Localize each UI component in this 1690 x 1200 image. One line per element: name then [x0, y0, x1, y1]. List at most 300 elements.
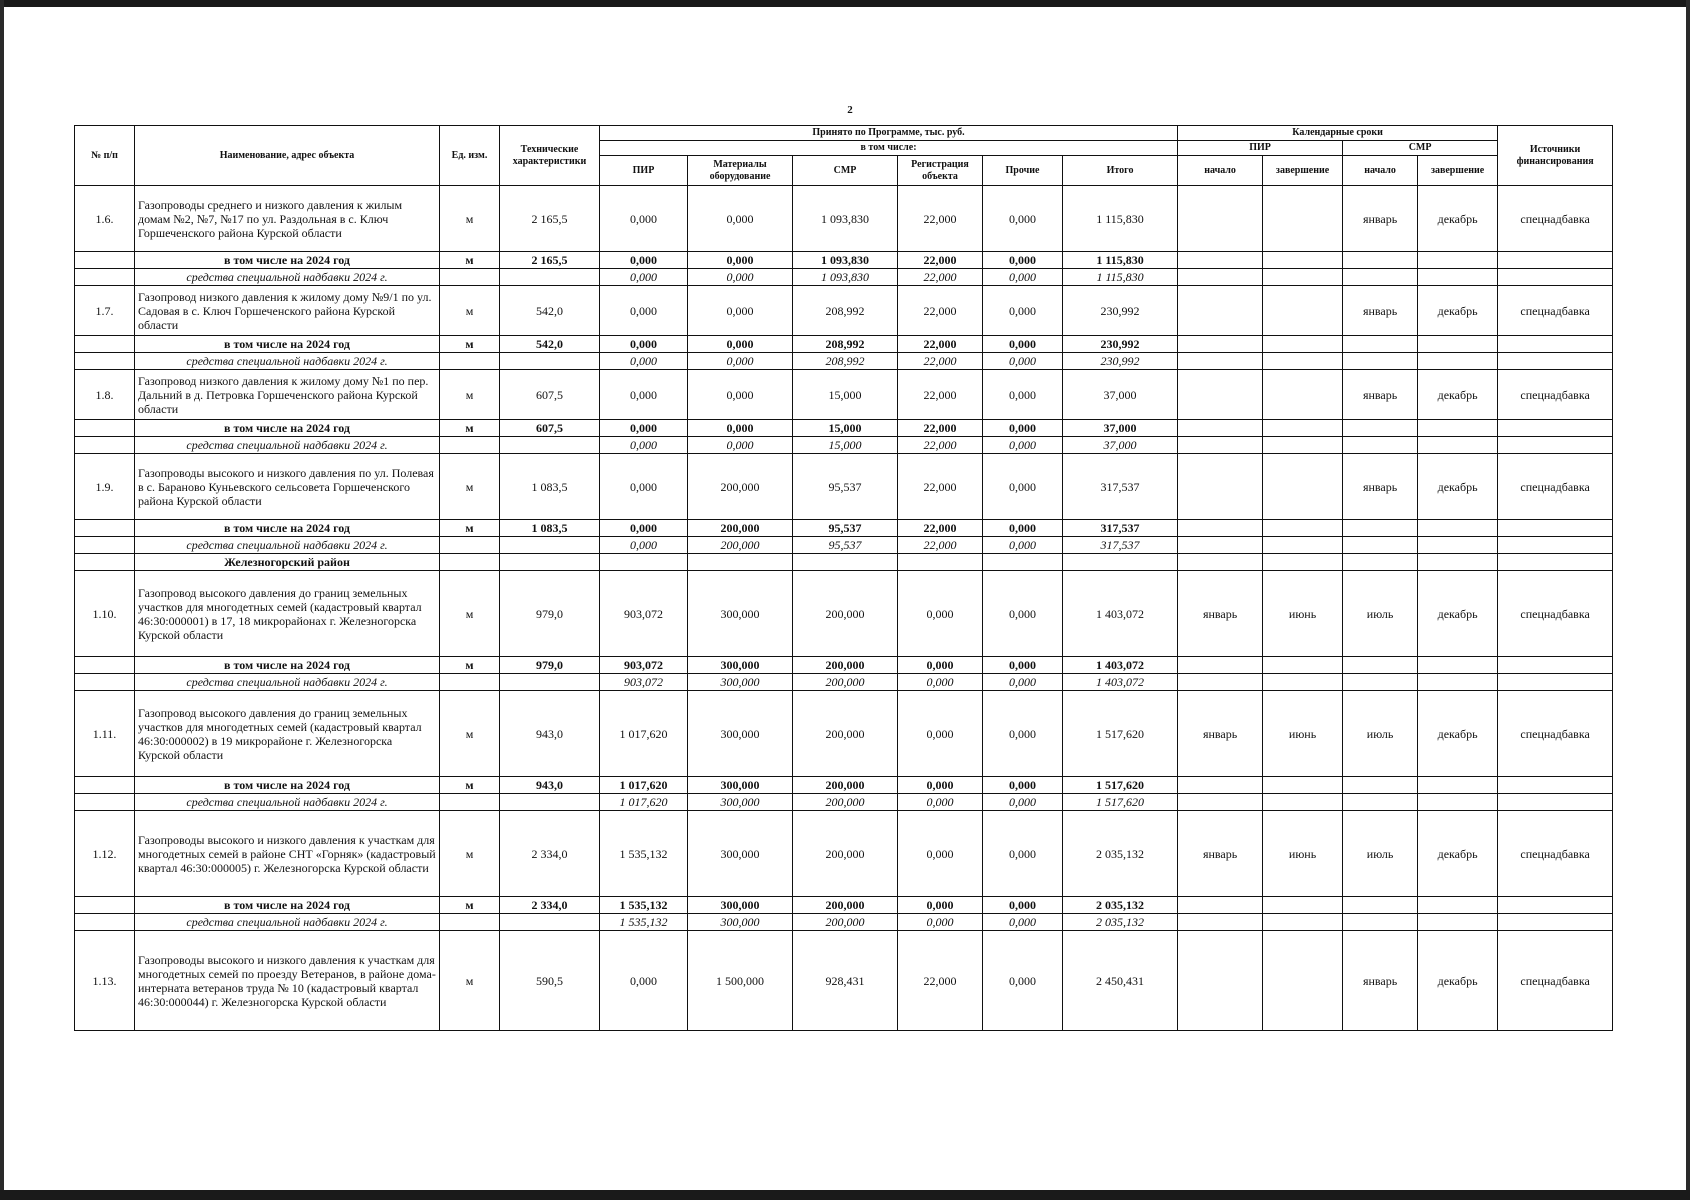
empty-cell	[1418, 537, 1498, 554]
other-cell: 0,000	[983, 269, 1063, 286]
smr-cell: 95,537	[793, 520, 898, 537]
empty-cell	[1498, 794, 1613, 811]
unit-cell	[440, 537, 500, 554]
unit-cell: м	[440, 186, 500, 252]
total-cell: 37,000	[1063, 420, 1178, 437]
tech-cell	[500, 914, 600, 931]
tech-cell: 542,0	[500, 336, 600, 353]
table-row	[75, 269, 1613, 286]
header-cal-smr: СМР	[1343, 141, 1498, 156]
unit-cell: м	[440, 691, 500, 777]
empty-cell	[1263, 353, 1343, 370]
other-cell: 0,000	[983, 420, 1063, 437]
unit-cell: м	[440, 252, 500, 269]
empty-cell	[1063, 554, 1178, 571]
other-cell: 0,000	[983, 794, 1063, 811]
row-number	[75, 437, 135, 454]
smr-cell: 200,000	[793, 897, 898, 914]
materials-cell: 0,000	[688, 286, 793, 336]
tech-cell: 2 165,5	[500, 252, 600, 269]
scan-border-right	[1686, 0, 1690, 1200]
smr-start-cell: январь	[1343, 454, 1418, 520]
registration-cell: 22,000	[898, 437, 983, 454]
funding-label: средства специальной надбавки 2024 г.	[135, 674, 440, 691]
object-name: Газопровод высокого давления до границ земельных участков для многодетных семей (кадастровый квартал 46:30:000002) в 19 микрорайоне г. Железногорска Курской области	[135, 691, 440, 777]
smr-end-cell: декабрь	[1418, 370, 1498, 420]
materials-cell: 300,000	[688, 777, 793, 794]
smr-cell: 200,000	[793, 691, 898, 777]
registration-cell: 0,000	[898, 571, 983, 657]
empty-cell	[440, 554, 500, 571]
smr-end-cell: декабрь	[1418, 186, 1498, 252]
pir-cell: 1 017,620	[600, 691, 688, 777]
total-cell: 1 403,072	[1063, 674, 1178, 691]
empty-cell	[1498, 520, 1613, 537]
header-sources: Источники финансирования	[1498, 126, 1613, 186]
header-name: Наименование, адрес объекта	[135, 126, 440, 186]
unit-cell: м	[440, 657, 500, 674]
registration-cell: 0,000	[898, 914, 983, 931]
empty-cell	[1418, 657, 1498, 674]
smr-cell: 95,537	[793, 454, 898, 520]
total-cell: 317,537	[1063, 520, 1178, 537]
other-cell: 0,000	[983, 520, 1063, 537]
empty-cell	[1263, 794, 1343, 811]
empty-cell	[1343, 437, 1418, 454]
empty-cell	[1498, 897, 1613, 914]
total-cell: 2 450,431	[1063, 931, 1178, 1031]
unit-cell	[440, 914, 500, 931]
smr-cell: 200,000	[793, 914, 898, 931]
empty-cell	[1178, 437, 1263, 454]
materials-cell: 200,000	[688, 454, 793, 520]
subtotal-label: в том числе на 2024 год	[135, 252, 440, 269]
pir-cell: 0,000	[600, 353, 688, 370]
empty-cell	[1498, 353, 1613, 370]
materials-cell: 200,000	[688, 537, 793, 554]
empty-cell	[1178, 336, 1263, 353]
tech-cell: 979,0	[500, 657, 600, 674]
empty-cell	[1498, 554, 1613, 571]
registration-cell: 22,000	[898, 252, 983, 269]
tech-cell	[500, 674, 600, 691]
row-number	[75, 336, 135, 353]
empty-cell	[983, 554, 1063, 571]
smr-cell: 200,000	[793, 794, 898, 811]
empty-cell	[1343, 353, 1418, 370]
table-row	[75, 914, 1613, 931]
empty-cell	[1343, 794, 1418, 811]
pir-cell: 0,000	[600, 520, 688, 537]
row-number	[75, 269, 135, 286]
table-header	[75, 126, 1613, 186]
header-including: в том числе:	[600, 141, 1178, 156]
tech-cell: 590,5	[500, 931, 600, 1031]
row-number: 1.12.	[75, 811, 135, 897]
source-cell: спецнадбавка	[1498, 931, 1613, 1031]
total-cell: 37,000	[1063, 437, 1178, 454]
pir-cell: 1 017,620	[600, 794, 688, 811]
pir-cell: 0,000	[600, 931, 688, 1031]
table-row	[75, 336, 1613, 353]
empty-cell	[1178, 914, 1263, 931]
materials-cell: 0,000	[688, 420, 793, 437]
table-row	[75, 811, 1613, 897]
total-cell: 1 403,072	[1063, 571, 1178, 657]
pir-cell: 0,000	[600, 537, 688, 554]
scan-border-left	[0, 0, 4, 1200]
tech-cell: 607,5	[500, 370, 600, 420]
empty-cell	[1343, 252, 1418, 269]
pir-end-cell	[1263, 186, 1343, 252]
table-row	[75, 454, 1613, 520]
smr-cell: 200,000	[793, 657, 898, 674]
materials-cell: 0,000	[688, 370, 793, 420]
empty-cell	[1178, 537, 1263, 554]
other-cell: 0,000	[983, 353, 1063, 370]
header-total: Итого	[1063, 156, 1178, 186]
row-number	[75, 914, 135, 931]
other-cell: 0,000	[983, 454, 1063, 520]
funding-label: средства специальной надбавки 2024 г.	[135, 437, 440, 454]
table-row	[75, 286, 1613, 336]
empty-cell	[1178, 252, 1263, 269]
tech-cell	[500, 353, 600, 370]
unit-cell	[440, 437, 500, 454]
row-number	[75, 674, 135, 691]
table-row	[75, 897, 1613, 914]
smr-cell: 15,000	[793, 420, 898, 437]
empty-cell	[793, 554, 898, 571]
unit-cell	[440, 269, 500, 286]
table-row	[75, 252, 1613, 269]
smr-cell: 15,000	[793, 370, 898, 420]
empty-cell	[1178, 353, 1263, 370]
row-number: 1.11.	[75, 691, 135, 777]
smr-cell: 208,992	[793, 286, 898, 336]
other-cell: 0,000	[983, 571, 1063, 657]
object-name: Газопроводы среднего и низкого давления к жилым домам №2, №7, №17 по ул. Раздольная в с. Ключ Горшеченского района Курской области	[135, 186, 440, 252]
subtotal-label: в том числе на 2024 год	[135, 420, 440, 437]
empty-cell	[1263, 777, 1343, 794]
unit-cell: м	[440, 370, 500, 420]
empty-cell	[1498, 657, 1613, 674]
row-number	[75, 777, 135, 794]
empty-cell	[1343, 537, 1418, 554]
materials-cell: 1 500,000	[688, 931, 793, 1031]
empty-cell	[1263, 537, 1343, 554]
smr-start-cell: январь	[1343, 186, 1418, 252]
empty-cell	[1263, 336, 1343, 353]
smr-cell: 200,000	[793, 571, 898, 657]
smr-cell: 15,000	[793, 437, 898, 454]
empty-cell	[1178, 777, 1263, 794]
registration-cell: 0,000	[898, 897, 983, 914]
pir-end-cell: июнь	[1263, 691, 1343, 777]
object-name: Газопровод низкого давления к жилому дому №9/1 по ул. Садовая в с. Ключ Горшеченского района Курской области	[135, 286, 440, 336]
pir-cell: 1 535,132	[600, 811, 688, 897]
table-row	[75, 794, 1613, 811]
pir-end-cell: июнь	[1263, 571, 1343, 657]
other-cell: 0,000	[983, 437, 1063, 454]
materials-cell: 0,000	[688, 437, 793, 454]
empty-cell	[1178, 554, 1263, 571]
table-body	[75, 186, 1613, 1031]
smr-end-cell: декабрь	[1418, 454, 1498, 520]
materials-cell: 0,000	[688, 353, 793, 370]
materials-cell: 300,000	[688, 571, 793, 657]
other-cell: 0,000	[983, 897, 1063, 914]
other-cell: 0,000	[983, 186, 1063, 252]
smr-start-cell: январь	[1343, 931, 1418, 1031]
registration-cell: 0,000	[898, 794, 983, 811]
unit-cell	[440, 794, 500, 811]
row-number	[75, 794, 135, 811]
source-cell: спецнадбавка	[1498, 286, 1613, 336]
total-cell: 1 115,830	[1063, 252, 1178, 269]
smr-end-cell: декабрь	[1418, 811, 1498, 897]
scan-border-top	[0, 0, 1690, 7]
pir-start-cell: январь	[1178, 691, 1263, 777]
subtotal-label: в том числе на 2024 год	[135, 336, 440, 353]
empty-cell	[1263, 914, 1343, 931]
registration-cell: 0,000	[898, 674, 983, 691]
header-smr-end: завершение	[1418, 156, 1498, 186]
empty-cell	[600, 554, 688, 571]
object-name: Газопровод высокого давления до границ земельных участков для многодетных семей (кадастровый квартал 46:30:000001) в 17, 18 микрорайонах г. Железногорска Курской области	[135, 571, 440, 657]
pir-cell: 0,000	[600, 420, 688, 437]
pir-cell: 903,072	[600, 657, 688, 674]
table-row	[75, 370, 1613, 420]
materials-cell: 300,000	[688, 914, 793, 931]
row-number	[75, 657, 135, 674]
empty-cell	[1498, 336, 1613, 353]
row-number	[75, 537, 135, 554]
empty-cell	[1263, 554, 1343, 571]
header-pir-end: завершение	[1263, 156, 1343, 186]
object-name: Газопроводы высокого и низкого давления по ул. Полевая в с. Бараново Куньевского сельсовета Горшеченского района Курской области	[135, 454, 440, 520]
pir-start-cell	[1178, 931, 1263, 1031]
empty-cell	[1418, 554, 1498, 571]
total-cell: 1 115,830	[1063, 186, 1178, 252]
empty-cell	[1418, 353, 1498, 370]
tech-cell: 2 165,5	[500, 186, 600, 252]
row-number	[75, 897, 135, 914]
empty-cell	[1178, 897, 1263, 914]
materials-cell: 300,000	[688, 897, 793, 914]
empty-cell	[1498, 269, 1613, 286]
pir-start-cell: январь	[1178, 571, 1263, 657]
subtotal-label: в том числе на 2024 год	[135, 520, 440, 537]
unit-cell: м	[440, 571, 500, 657]
total-cell: 2 035,132	[1063, 811, 1178, 897]
empty-cell	[1418, 674, 1498, 691]
row-number: 1.9.	[75, 454, 135, 520]
other-cell: 0,000	[983, 252, 1063, 269]
table-row	[75, 571, 1613, 657]
other-cell: 0,000	[983, 811, 1063, 897]
materials-cell: 300,000	[688, 811, 793, 897]
materials-cell: 200,000	[688, 520, 793, 537]
header-pir: ПИР	[600, 156, 688, 186]
pir-start-cell: январь	[1178, 811, 1263, 897]
empty-cell	[1343, 420, 1418, 437]
total-cell: 1 517,620	[1063, 691, 1178, 777]
row-number: 1.13.	[75, 931, 135, 1031]
unit-cell: м	[440, 336, 500, 353]
header-tech: Технические характеристики	[500, 126, 600, 186]
header-other: Прочие	[983, 156, 1063, 186]
pir-end-cell	[1263, 931, 1343, 1031]
header-num: № п/п	[75, 126, 135, 186]
tech-cell	[500, 537, 600, 554]
total-cell: 230,992	[1063, 286, 1178, 336]
pir-cell: 0,000	[600, 437, 688, 454]
subtotal-label: в том числе на 2024 год	[135, 777, 440, 794]
pir-cell: 1 535,132	[600, 897, 688, 914]
program-table	[74, 125, 1613, 1031]
row-number	[75, 353, 135, 370]
row-number	[75, 420, 135, 437]
table-row	[75, 537, 1613, 554]
smr-cell: 928,431	[793, 931, 898, 1031]
header-unit: Ед. изм.	[440, 126, 500, 186]
empty-cell	[1418, 794, 1498, 811]
table-row	[75, 437, 1613, 454]
empty-cell	[1343, 554, 1418, 571]
subtotal-label: в том числе на 2024 год	[135, 657, 440, 674]
empty-cell	[1343, 914, 1418, 931]
pir-cell: 0,000	[600, 286, 688, 336]
smr-cell: 208,992	[793, 353, 898, 370]
empty-cell	[1343, 269, 1418, 286]
page-number: 2	[847, 104, 853, 116]
pir-cell: 1 017,620	[600, 777, 688, 794]
registration-cell: 22,000	[898, 186, 983, 252]
empty-cell	[1418, 520, 1498, 537]
empty-cell	[1343, 520, 1418, 537]
pir-start-cell	[1178, 454, 1263, 520]
total-cell: 37,000	[1063, 370, 1178, 420]
empty-cell	[1498, 674, 1613, 691]
empty-cell	[1263, 897, 1343, 914]
total-cell: 1 517,620	[1063, 794, 1178, 811]
empty-cell	[1178, 269, 1263, 286]
smr-start-cell: январь	[1343, 370, 1418, 420]
unit-cell: м	[440, 931, 500, 1031]
table-row	[75, 691, 1613, 777]
empty-cell	[1418, 252, 1498, 269]
empty-cell	[1498, 537, 1613, 554]
total-cell: 230,992	[1063, 353, 1178, 370]
unit-cell	[440, 353, 500, 370]
tech-cell: 943,0	[500, 777, 600, 794]
empty-cell	[1418, 777, 1498, 794]
pir-cell: 0,000	[600, 370, 688, 420]
smr-cell: 1 093,830	[793, 252, 898, 269]
table-row	[75, 674, 1613, 691]
table-row	[75, 186, 1613, 252]
smr-end-cell: декабрь	[1418, 931, 1498, 1031]
materials-cell: 300,000	[688, 674, 793, 691]
pir-end-cell	[1263, 370, 1343, 420]
materials-cell: 300,000	[688, 794, 793, 811]
unit-cell	[440, 674, 500, 691]
empty-cell	[1178, 657, 1263, 674]
pir-end-cell: июнь	[1263, 811, 1343, 897]
tech-cell: 943,0	[500, 691, 600, 777]
empty-cell	[1178, 420, 1263, 437]
header-accepted: Принято по Программе, тыс. руб.	[600, 126, 1178, 141]
row-number	[75, 520, 135, 537]
smr-cell: 208,992	[793, 336, 898, 353]
pir-cell: 0,000	[600, 252, 688, 269]
pir-start-cell	[1178, 286, 1263, 336]
unit-cell: м	[440, 520, 500, 537]
header-materials: Материалы оборудование	[688, 156, 793, 186]
funding-label: средства специальной надбавки 2024 г.	[135, 537, 440, 554]
header-pir-start: начало	[1178, 156, 1263, 186]
tech-cell: 2 334,0	[500, 897, 600, 914]
table-row	[75, 420, 1613, 437]
total-cell: 1 115,830	[1063, 269, 1178, 286]
registration-cell: 0,000	[898, 811, 983, 897]
materials-cell: 300,000	[688, 691, 793, 777]
empty-cell	[1343, 657, 1418, 674]
registration-cell: 0,000	[898, 691, 983, 777]
source-cell: спецнадбавка	[1498, 454, 1613, 520]
pir-cell: 0,000	[600, 454, 688, 520]
empty-cell	[688, 554, 793, 571]
pir-cell: 0,000	[600, 186, 688, 252]
empty-cell	[1263, 269, 1343, 286]
tech-cell: 2 334,0	[500, 811, 600, 897]
tech-cell: 1 083,5	[500, 520, 600, 537]
subtotal-label: в том числе на 2024 год	[135, 897, 440, 914]
empty-cell	[1263, 674, 1343, 691]
registration-cell: 22,000	[898, 370, 983, 420]
table-row	[75, 520, 1613, 537]
header-smr-start: начало	[1343, 156, 1418, 186]
empty-cell	[1263, 657, 1343, 674]
pir-start-cell	[1178, 186, 1263, 252]
source-cell: спецнадбавка	[1498, 571, 1613, 657]
total-cell: 317,537	[1063, 537, 1178, 554]
header-cal-pir: ПИР	[1178, 141, 1343, 156]
empty-cell	[1263, 520, 1343, 537]
registration-cell: 22,000	[898, 353, 983, 370]
unit-cell: м	[440, 777, 500, 794]
header-calendar: Календарные сроки	[1178, 126, 1498, 141]
funding-label: средства специальной надбавки 2024 г.	[135, 353, 440, 370]
empty-cell	[1418, 336, 1498, 353]
empty-cell	[1263, 437, 1343, 454]
total-cell: 230,992	[1063, 336, 1178, 353]
registration-cell: 22,000	[898, 520, 983, 537]
empty-cell	[1178, 794, 1263, 811]
pir-cell: 903,072	[600, 674, 688, 691]
other-cell: 0,000	[983, 657, 1063, 674]
other-cell: 0,000	[983, 370, 1063, 420]
smr-cell: 1 093,830	[793, 269, 898, 286]
pir-cell: 0,000	[600, 269, 688, 286]
materials-cell: 0,000	[688, 269, 793, 286]
registration-cell: 22,000	[898, 537, 983, 554]
pir-cell: 903,072	[600, 571, 688, 657]
empty-cell	[1343, 336, 1418, 353]
tech-cell: 542,0	[500, 286, 600, 336]
registration-cell: 22,000	[898, 420, 983, 437]
